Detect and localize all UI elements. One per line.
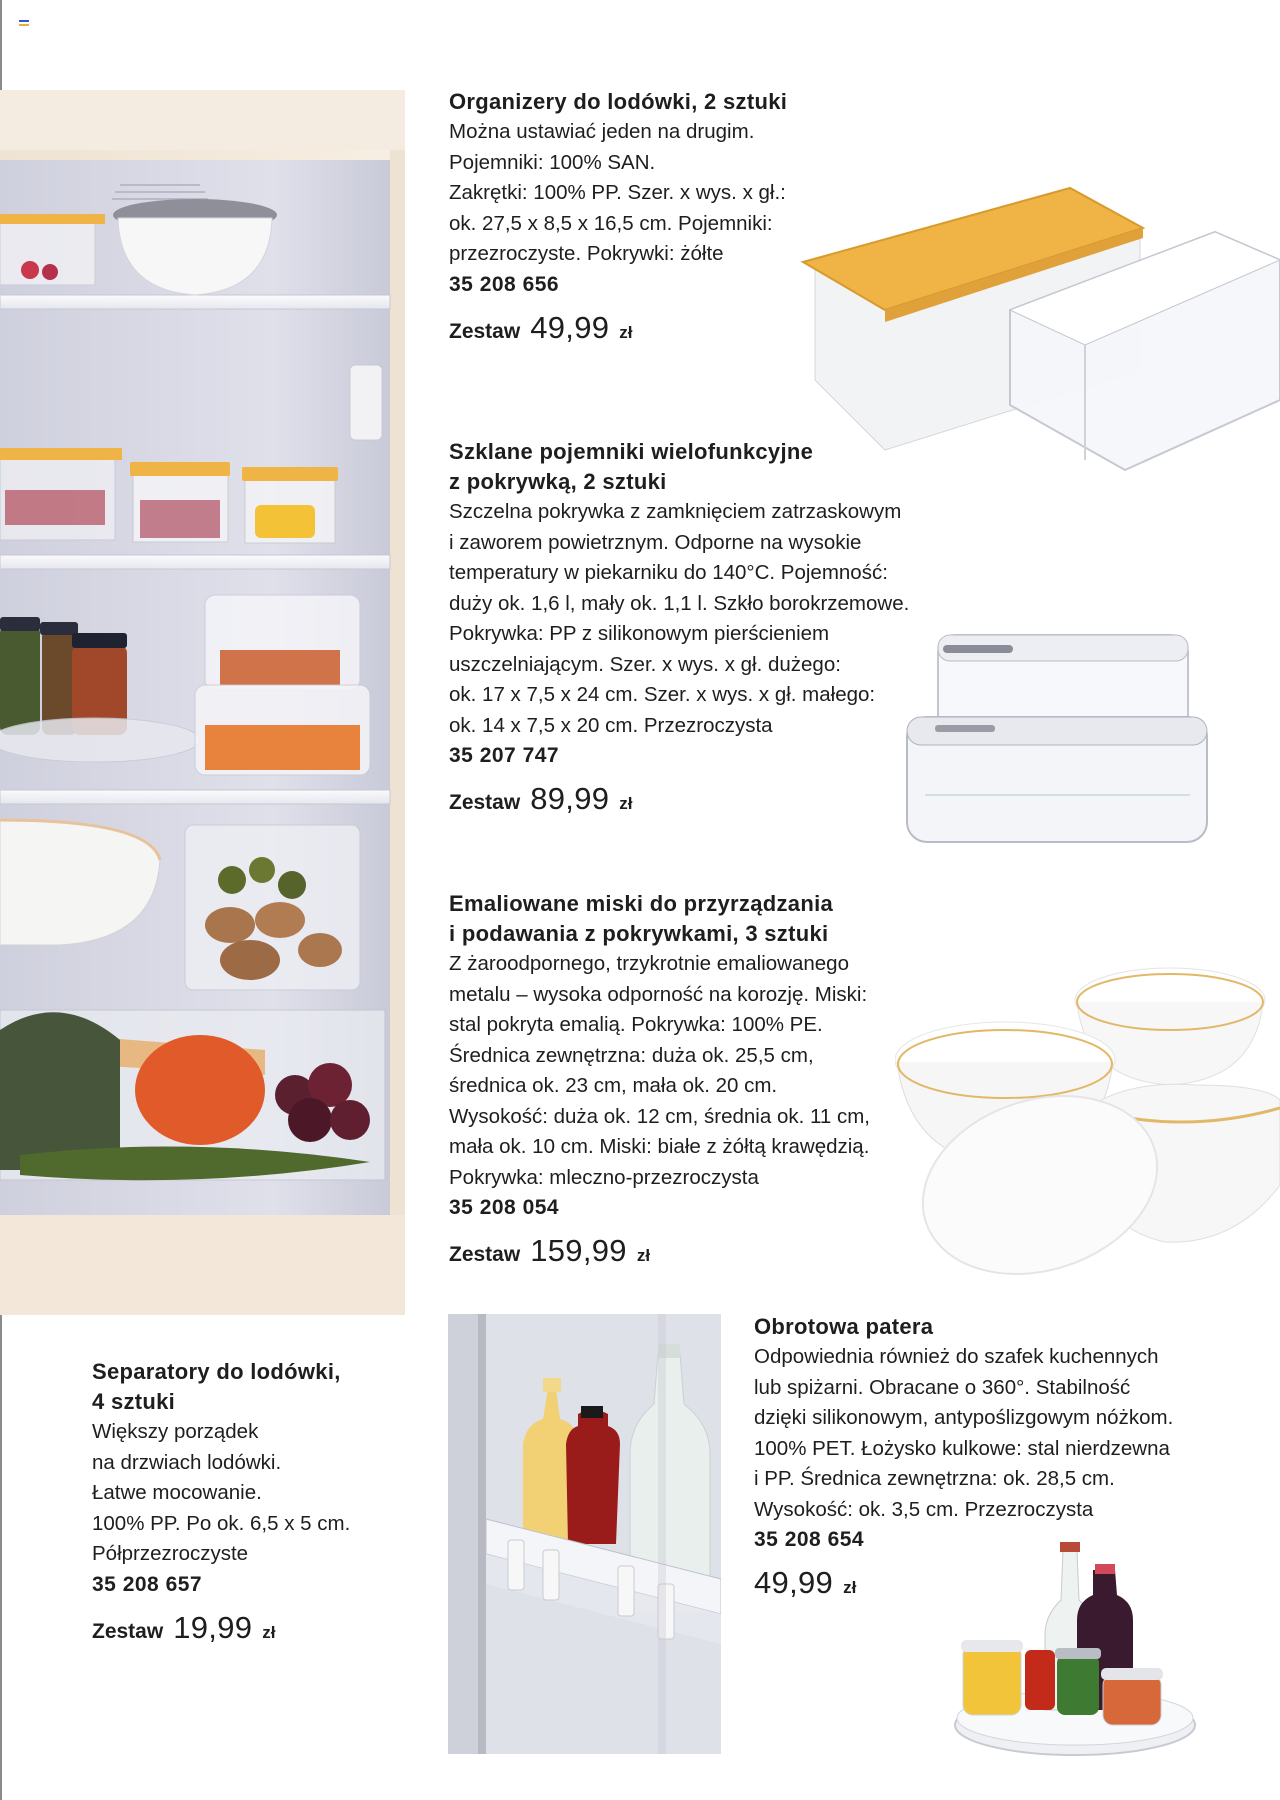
currency: zł: [262, 1622, 276, 1642]
currency: zł: [843, 1578, 857, 1597]
glass-containers-photo: [895, 625, 1225, 865]
product-title: Szklane pojemniki wielofunkcyjne z pokrywką, 2 sztuki: [449, 439, 814, 494]
currency: zł: [636, 1246, 651, 1265]
enamel-bowls-photo: [895, 960, 1280, 1280]
price-row: [92, 1610, 412, 1646]
price: 159,99: [530, 1233, 627, 1268]
product-code: 35 208 054: [449, 1196, 560, 1219]
set-label: Zestaw: [92, 1619, 164, 1643]
product-description: Można ustawiać jeden na drugim. Pojemniki: 100% SAN. Zakrętki: 100% PP. Szer. x wys. x gł.: ok. 27,5 x 8,5 x 16,5 cm. Pojemniki: przezroczyste. Pokrywki: żółte: [449, 120, 786, 265]
product-description: Szczelna pokrywka z zamknięciem zatrzaskowym i zaworem powietrznym. Odporne na wysokie temperatury w piekarniku do 140°C. Pojemność: duży ok. 1,6 l, mały ok. 1,1 l. Szkło borokrzemowe. Pokrywka: PP z silikonowym pierścieniem uszczelniającym. Szer. x wys. x gł. dużego: ok. 17 x 7,5 x 24 cm. Szer. x wys. x gł. małego: ok. 14 x 7,5 x 20 cm. Przezroczysta: [449, 500, 910, 737]
price-row: [449, 1233, 929, 1269]
product-code: 35 208 654: [754, 1528, 865, 1551]
product-code: 35 208 657: [92, 1572, 203, 1596]
product-title: Obrotowa patera: [754, 1314, 934, 1339]
price: 19,99: [173, 1609, 253, 1645]
product-title: Emaliowane miski do przyrządzania i podawania z pokrywkami, 3 sztuki: [449, 891, 834, 946]
price-row: [449, 781, 969, 817]
product-description: Większy porządek na drzwiach lodówki. Łatwe mocowanie. 100% PP. Po ok. 6,5 x 5 cm. Półprzezroczyste: [92, 1420, 351, 1565]
organizers-photo: [795, 170, 1280, 480]
set-label: Zestaw: [449, 319, 521, 343]
price: 89,99: [530, 781, 610, 816]
product-code: 35 207 747: [449, 744, 560, 767]
currency: zł: [619, 322, 633, 342]
door-separators-photo: [448, 1314, 721, 1754]
price: 49,99: [530, 309, 610, 345]
rotating-tray-photo: [945, 1540, 1205, 1765]
fridge-interior-photo: [0, 90, 405, 1315]
product-glass-containers: [449, 437, 969, 817]
product-description: Odpowiednia również do szafek kuchennych lub spiżarni. Obracane o 360°. Stabilność dzięki silikonowym, antypoślizgowym nóżkom. 100% PET. Łożysko kulkowe: stal nierdzewna i PP. Średnica zewnętrzna: ok. 28,5 cm. Wysokość: ok. 3,5 cm. Przezroczysta: [754, 1345, 1174, 1521]
product-title: Organizery do lodówki, 2 sztuki: [449, 89, 788, 114]
currency: zł: [619, 794, 633, 813]
product-door-separators: [92, 1357, 412, 1646]
set-label: Zestaw: [449, 1243, 521, 1266]
menu-icon[interactable]: [19, 20, 29, 28]
set-label: Zestaw: [449, 791, 521, 814]
price: 49,99: [754, 1565, 834, 1600]
product-description: Z żaroodpornego, trzykrotnie emaliowanego metalu – wysoka odporność na korozję. Miski: stal pokryta emalią. Pokrywka: 100% PE. Średnica zewnętrzna: duża ok. 25,5 cm, średnica ok. 23 cm, mała ok. 20 cm. Wysokość: duża ok. 12 cm, średnia ok. 11 cm, mała ok. 10 cm. Miski: białe z żółtą krawędzią. Pokrywka: mleczno-przezroczysta: [449, 952, 870, 1189]
product-enamel-bowls: [449, 889, 929, 1269]
product-code: 35 208 656: [449, 272, 560, 296]
product-title: Separatory do lodówki, 4 sztuki: [92, 1359, 341, 1414]
